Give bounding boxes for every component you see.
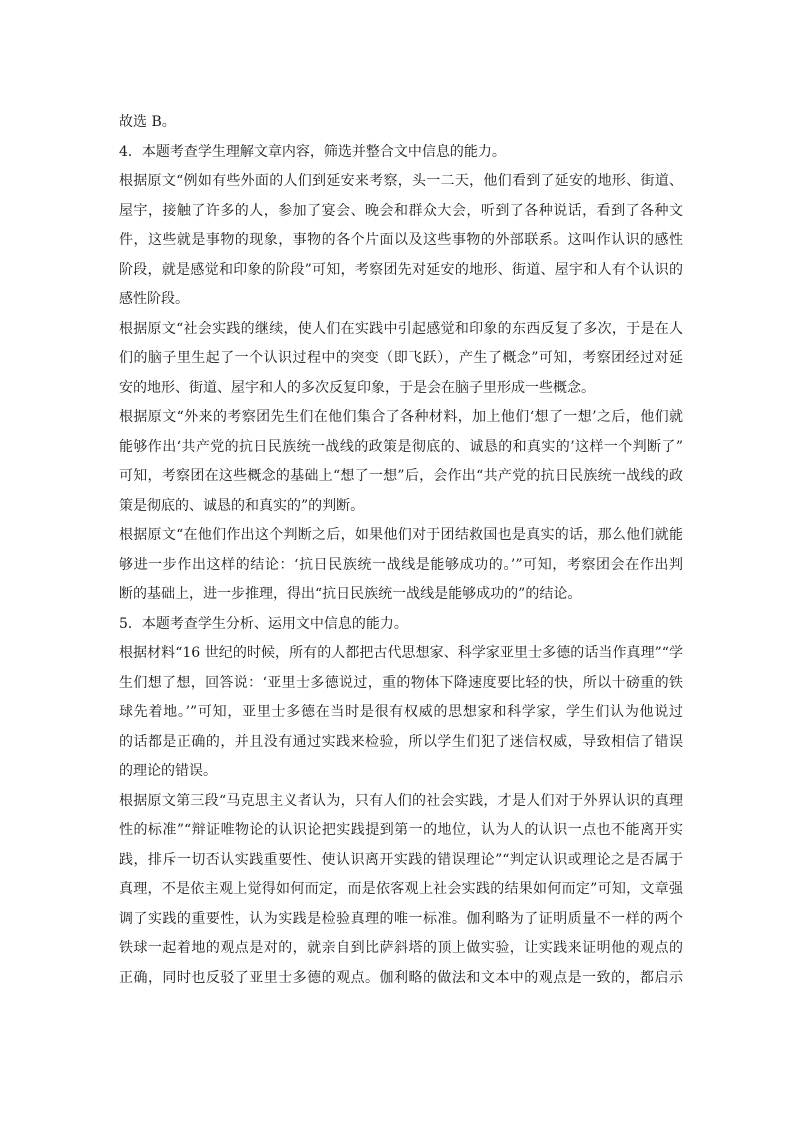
text-line: 根据原文“社会实践的继续，使人们在实践中引起感觉和印象的东西反复了多次，于是在人 xyxy=(119,320,683,337)
text-line: 践，排斥一切否认实践重要性、使认识离开实践的错误理论”“判定认识或理论之是否属于 xyxy=(119,851,683,868)
text-line: 铁球一起着地的观点是对的，就亲自到比萨斜塔的顶上做实验，让实践来证明他的观点的 xyxy=(119,940,683,956)
body-text xyxy=(119,108,683,993)
text-line: 生们想了想，回答说：‘亚里士多德说过，重的物体下降速度要比轻的快，所以十磅重的铁 xyxy=(119,674,683,691)
text-line: 故选 B。 xyxy=(119,114,176,130)
text-line: 性的标准”“辩证唯物论的认识论把实践提到第一的地位，认为人的认识一点也不能离开实 xyxy=(119,822,683,838)
text-line: 根据材料“16 世纪的时候，所有的人都把古代思想家、科学家亚里士多德的话当作真理”“学 xyxy=(119,645,683,661)
text-line: 根据原文第三段“马克思主义者认为，只有人们的社会实践，才是人们对于外界认识的真理 xyxy=(119,792,683,809)
text-line: 屋宇，接触了许多的人，参加了宴会、晚会和群众大会，听到了各种说话，看到了各种文 xyxy=(119,202,683,219)
text-line: 可知，考察团在这些概念的基础上“想了一想”后，会作出“共产党的抗日民族统一战线的政 xyxy=(119,468,683,484)
text-line: 调了实践的重要性，认为实践是检验真理的唯一标准。伽利略为了证明质量不一样的两个 xyxy=(119,910,683,927)
text-line: 根据原文“例如有些外面的人们到延安来考察，头一二天，他们看到了延安的地形、街道、 xyxy=(119,173,683,189)
text-line: 4．本题考查学生理解文章内容，筛选并整合文中信息的能力。 xyxy=(119,143,506,160)
text-line: 阶段，就是感觉和印象的阶段”可知，考察团先对延安的地形、街道、屋宇和人有个认识的 xyxy=(119,261,683,278)
text-line: 真理，不是依主观上觉得如何而定，而是依客观上社会实践的结果如何而定”可知，文章强 xyxy=(119,881,683,897)
text-line: 安的地形、街道、屋宇和人的多次反复印象，于是会在脑子里形成一些概念。 xyxy=(119,379,595,396)
text-line: 的理论的错误。 xyxy=(119,763,217,779)
text-line: 断的基础上，进一步推理，得出“抗日民族统一战线是能够成功的”的结论。 xyxy=(119,586,582,602)
text-line: 们的脑子里生起了一个认识过程中的突变（即飞跃），产生了概念”可知，考察团经过对延 xyxy=(119,350,683,366)
text-line: 够进一步作出这样的结论：‘抗日民族统一战线是能够成功的。’”可知，考察团会在作出判 xyxy=(119,556,683,573)
text-line: 件，这些就是事物的现象，事物的各个片面以及这些事物的外部联系。这叫作认识的感性 xyxy=(119,232,683,248)
text-line: 根据原文“外来的考察团先生们在他们集合了各种材料，加上他们‘想了一想’之后，他们就 xyxy=(119,409,683,425)
text-line: 感性阶段。 xyxy=(119,291,189,307)
text-line: 的话都是正确的，并且没有通过实践来检验，所以学生们犯了迷信权威，导致相信了错误 xyxy=(119,733,683,750)
text-line: 策是彻底的、诚恳的和真实的”的判断。 xyxy=(119,497,365,514)
text-line: 根据原文“在他们作出这个判断之后，如果他们对于团结救国也是真实的话，那么他们就能 xyxy=(119,527,683,543)
text-line: 球先着地。’”可知，亚里士多德在当时是很有权威的思想家和科学家，学生们认为他说过 xyxy=(119,704,683,720)
text-line: 正确，同时也反驳了亚里士多德的观点。伽利略的做法和文本中的观点是一致的，都启示 xyxy=(119,969,683,986)
text-line: 能够作出‘共产党的抗日民族统一战线的政策是彻底的、诚恳的和真实的’这样一个判断了” xyxy=(119,438,683,455)
text-line: 5．本题考查学生分析、运用文中信息的能力。 xyxy=(119,615,408,632)
